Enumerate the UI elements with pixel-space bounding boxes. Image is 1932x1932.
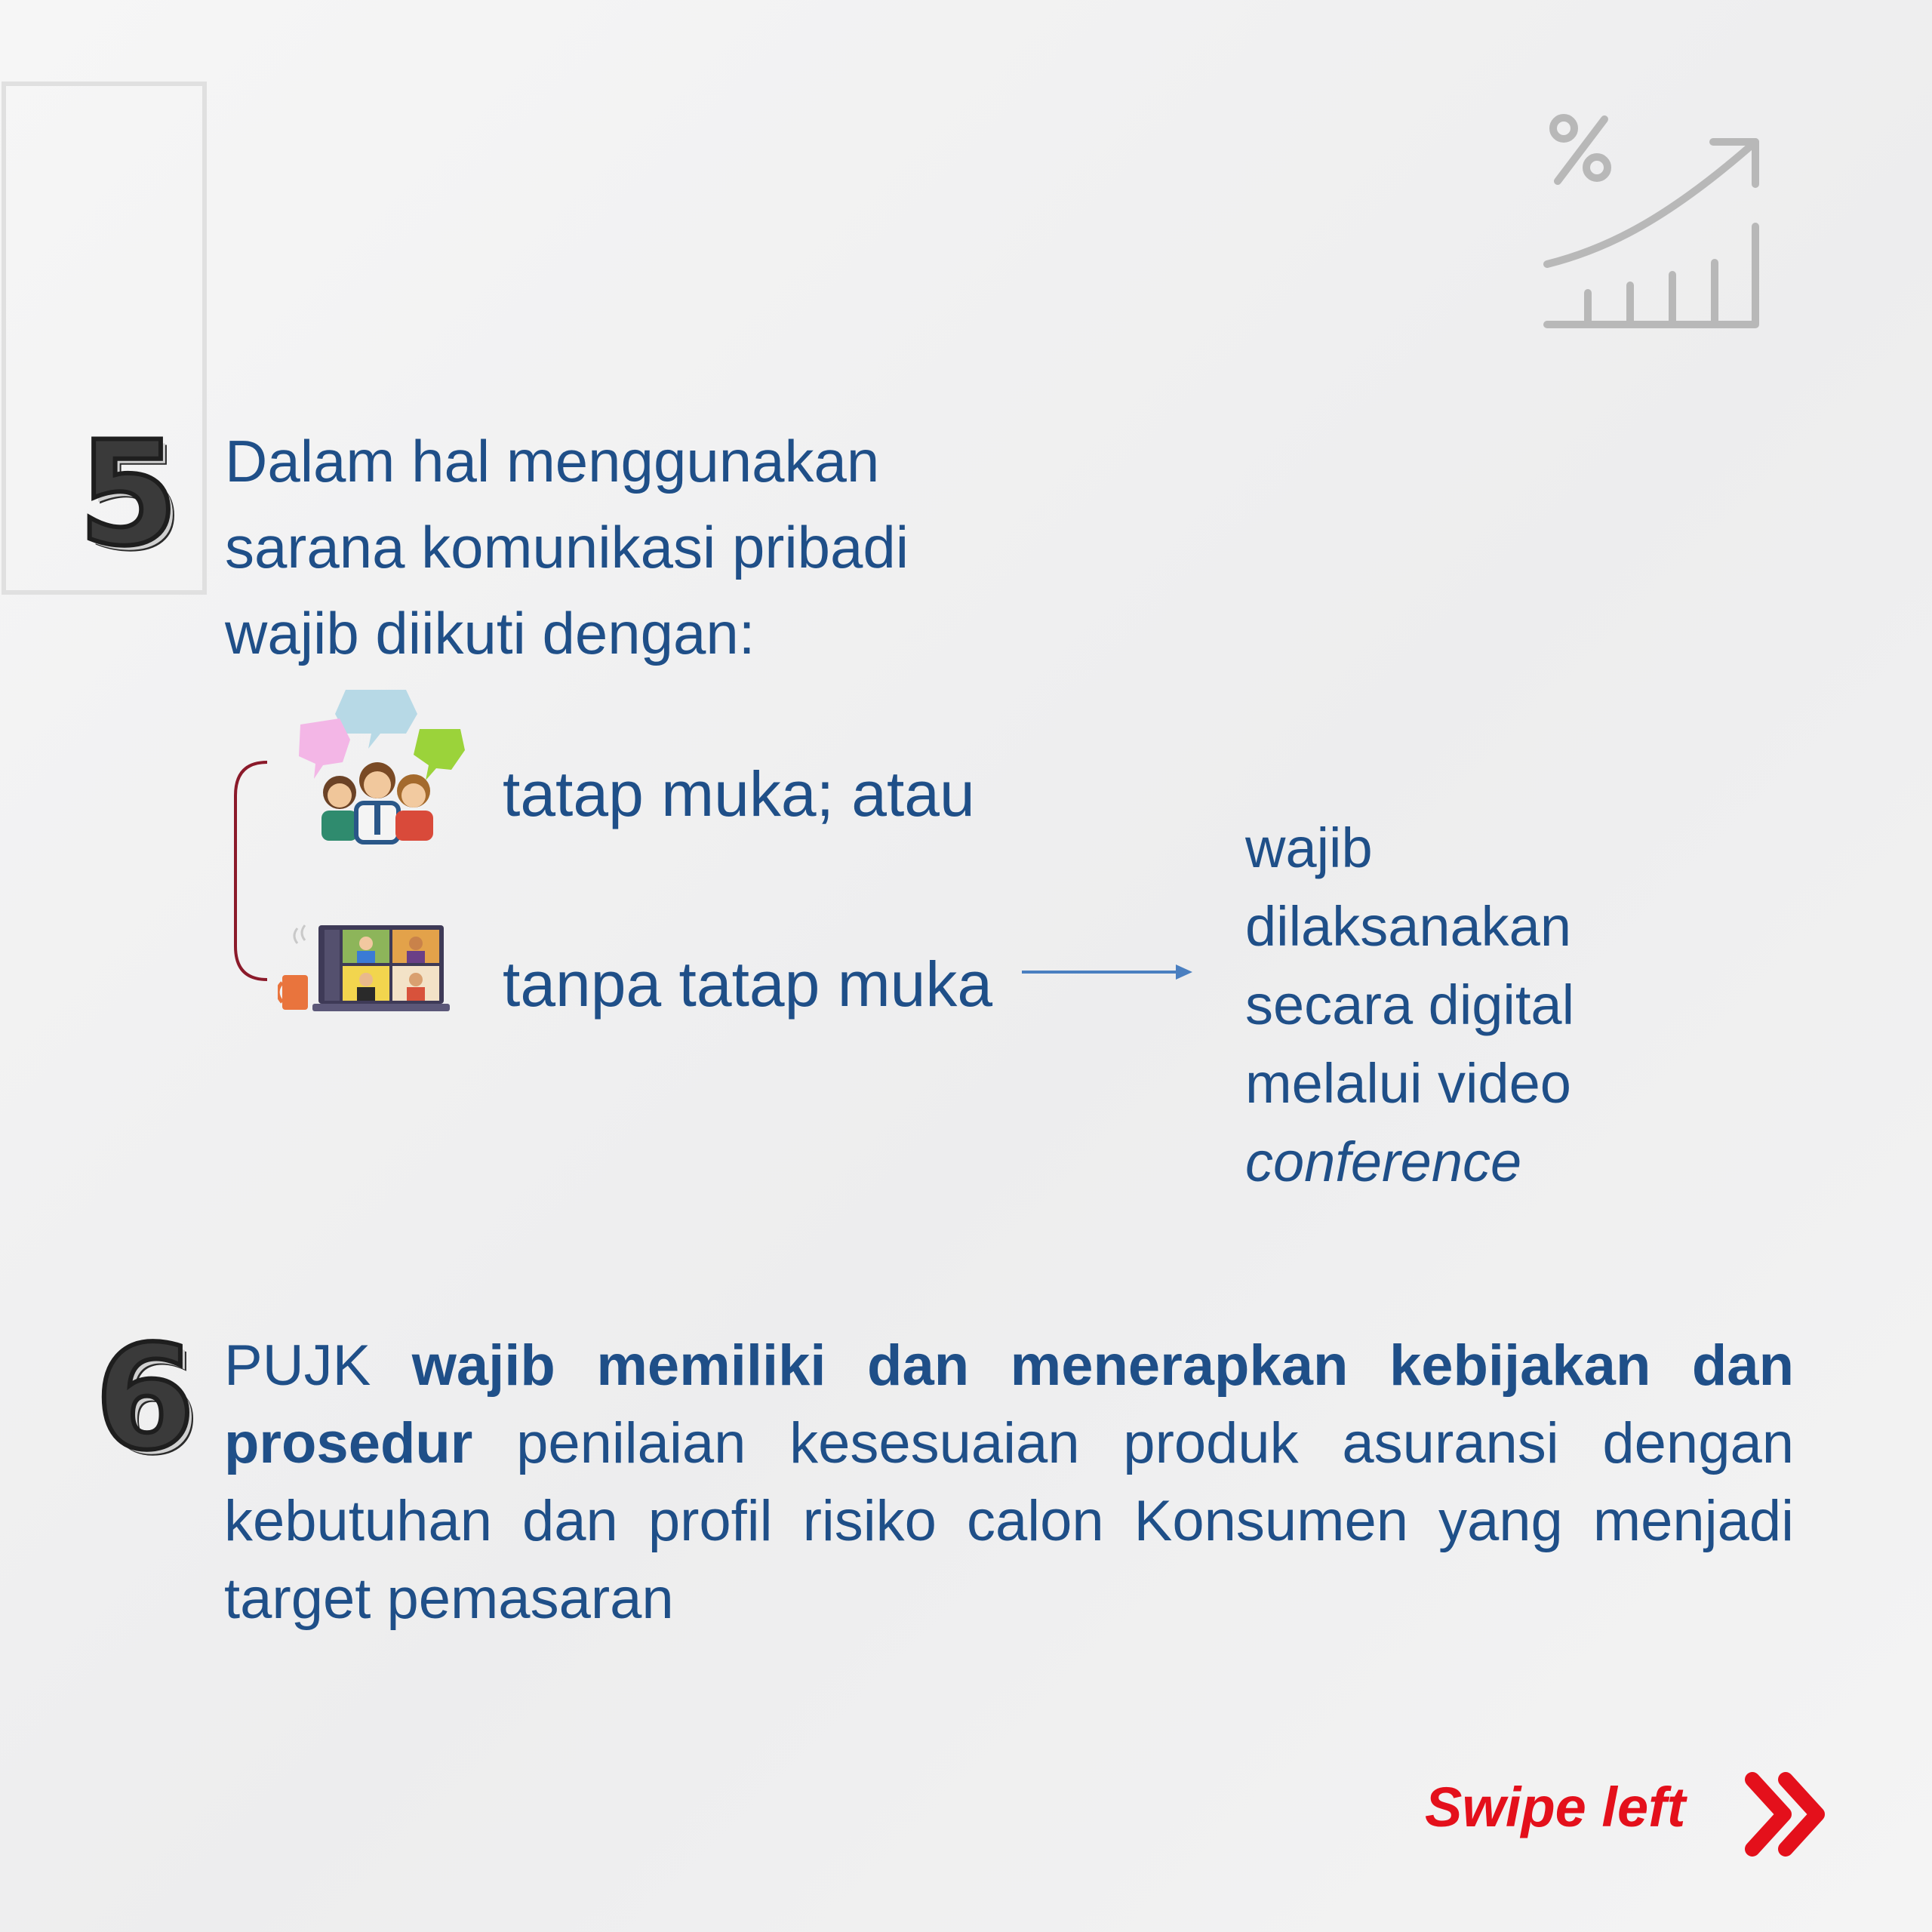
bracket-connector (231, 758, 284, 984)
result-line-1: wajib (1245, 817, 1373, 879)
digital-requirement-text (1245, 809, 1668, 1201)
option-tatap-muka: tatap muka; atau (503, 758, 975, 829)
step-number-6: 6 (95, 1315, 195, 1481)
percent-growth-chart-icon (1540, 106, 1766, 340)
arrow-right-icon (1020, 958, 1194, 986)
section6-paragraph (224, 1327, 1794, 1638)
result-line-2: dilaksanakan (1245, 895, 1571, 958)
section5-intro: Dalam hal menggunakan sarana komunikasi pribadi wajib diikuti dengan: (225, 428, 909, 666)
video-conference-icon (278, 922, 451, 1017)
people-chat-icon (293, 687, 474, 845)
option-tanpa-tatap-muka: tanpa tatap muka (503, 949, 993, 1020)
result-line-3: secara digital (1245, 974, 1575, 1036)
double-chevron-right-icon[interactable] (1742, 1769, 1831, 1860)
swipe-left-label[interactable]: Swipe left (1425, 1776, 1686, 1838)
result-line-4: melalui video (1245, 1052, 1571, 1115)
section6-bold: wajib memiliki dan menerapkan kebijakan dan prosedur (224, 1334, 1794, 1475)
step-number-5: 5 (78, 411, 179, 577)
section6-rest: penilaian kesesuaian produk asuransi dengan kebutuhan dan profil risiko calon Konsumen yang menjadi target pemasaran (224, 1411, 1794, 1631)
result-line-5: conference (1245, 1131, 1522, 1193)
section6-lead: PUJK (224, 1334, 412, 1398)
